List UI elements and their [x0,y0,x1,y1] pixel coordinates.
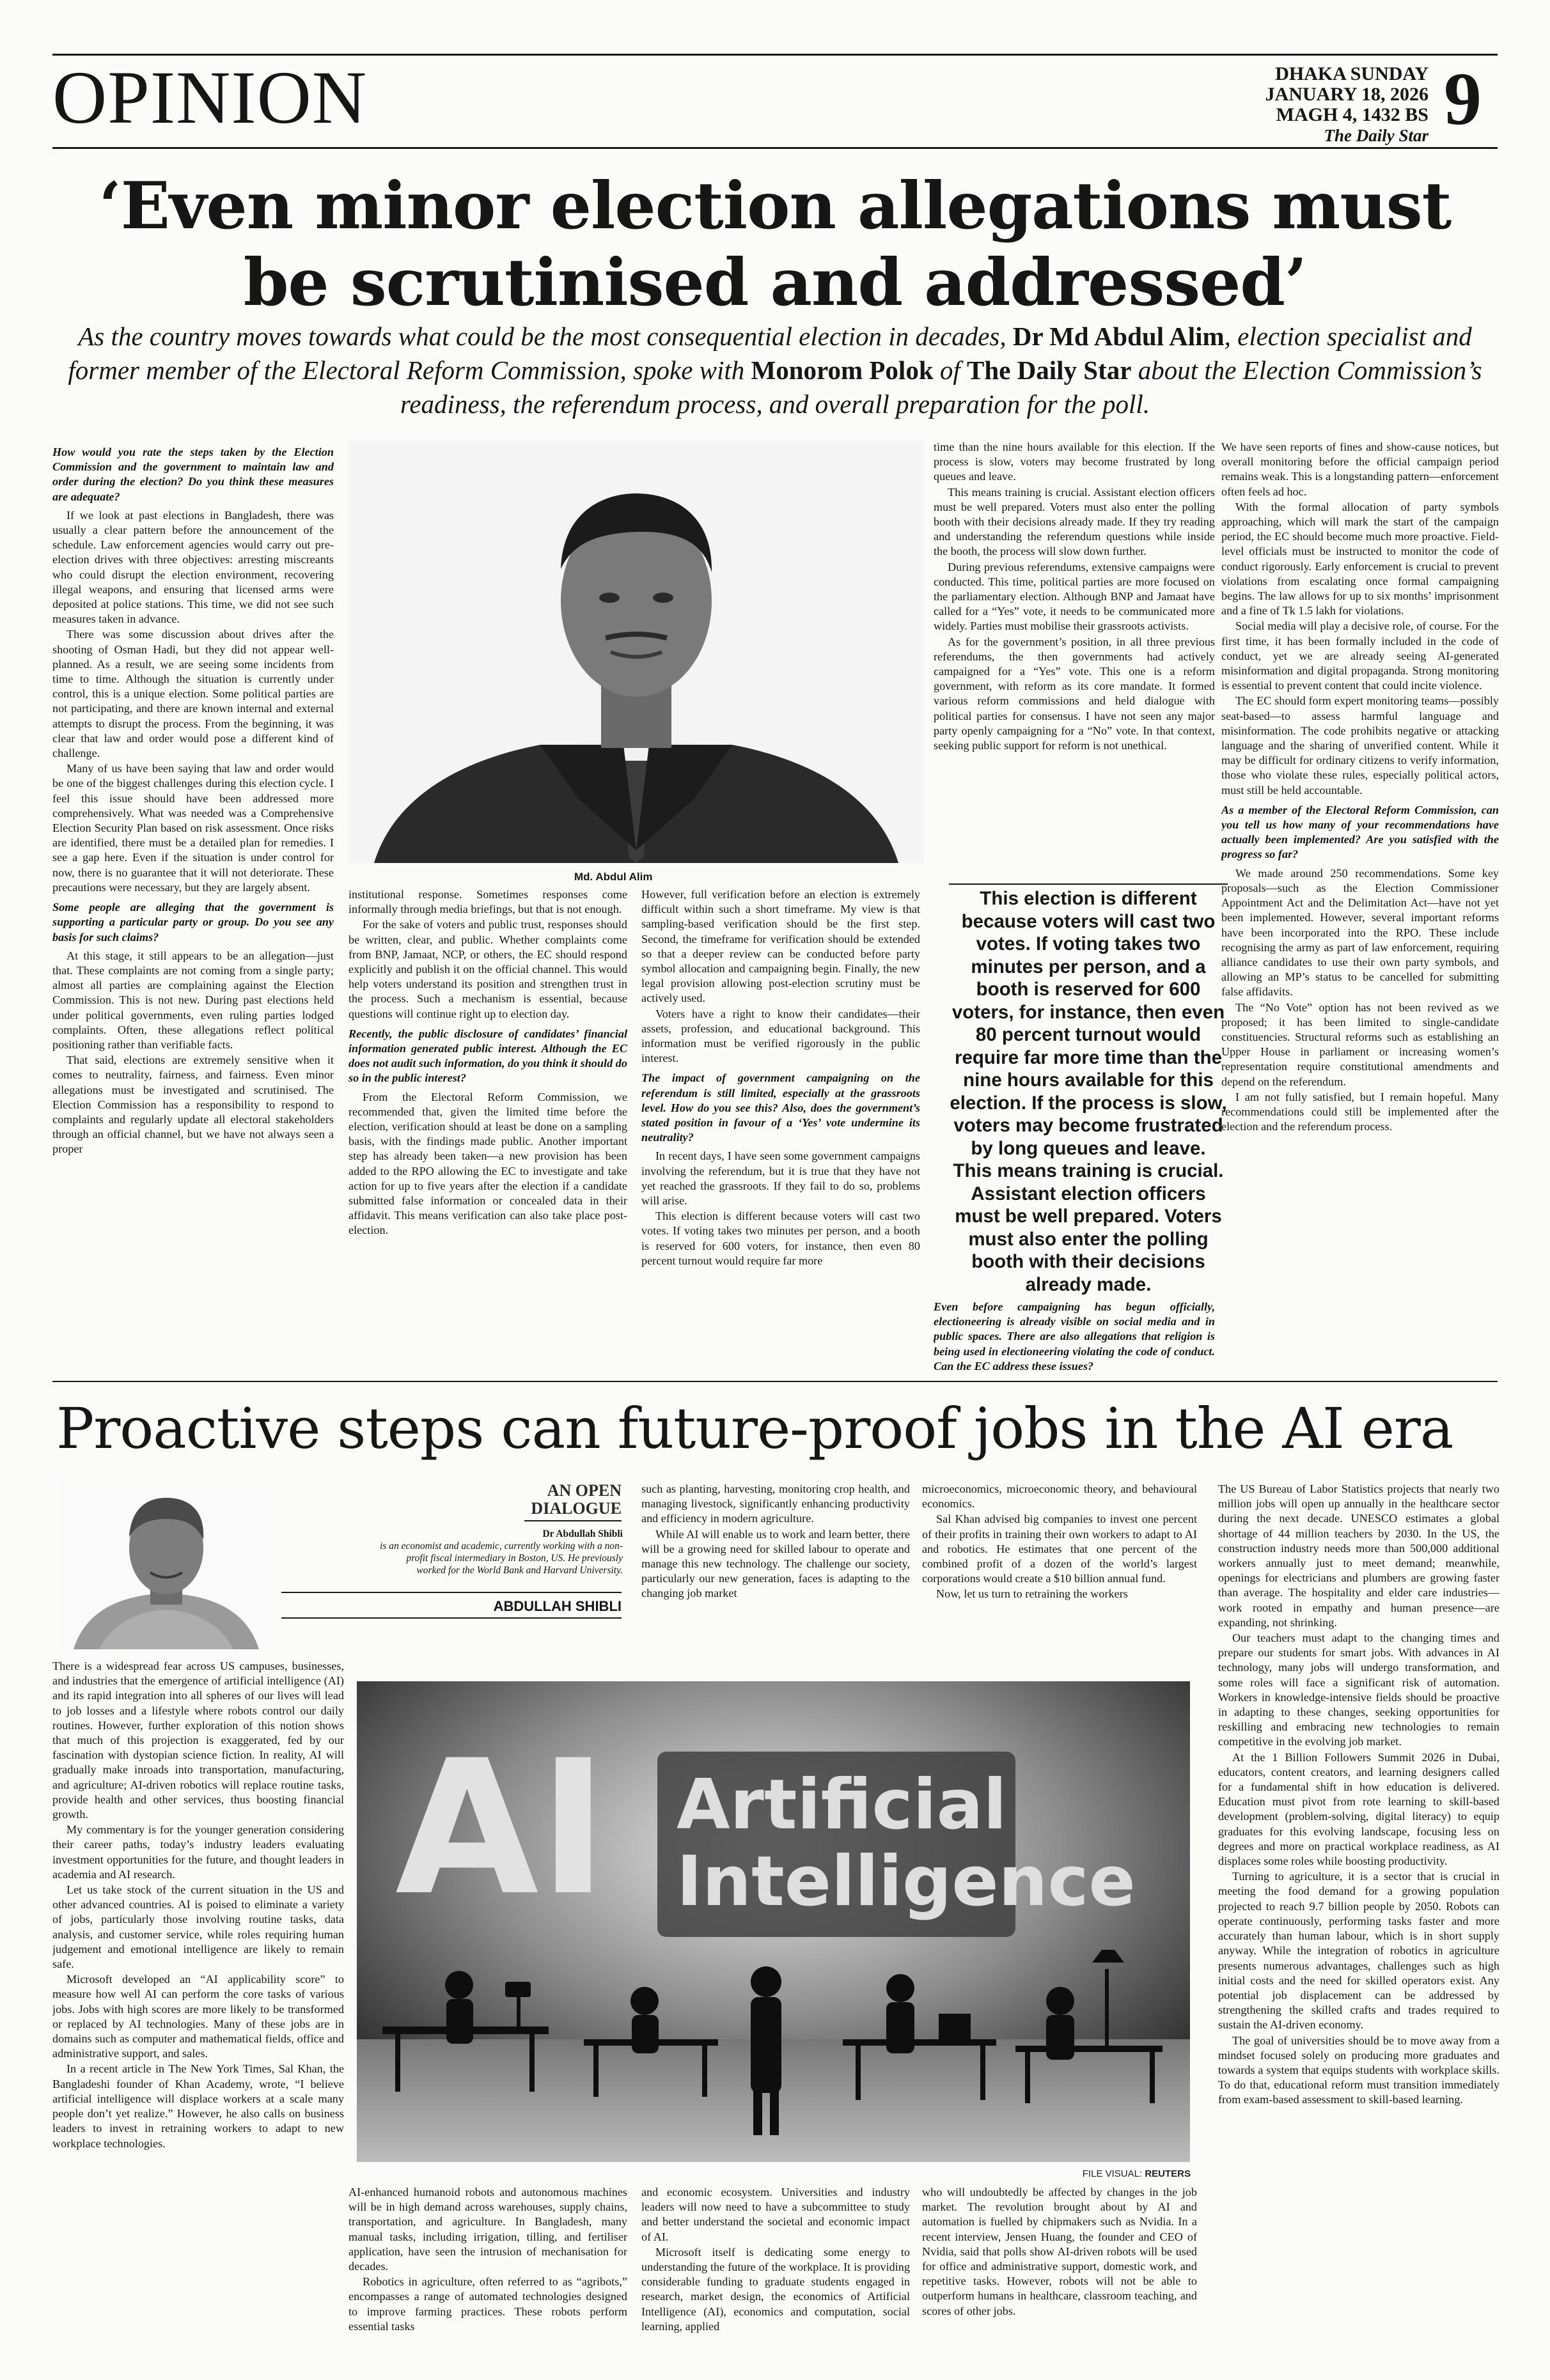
paragraph: There was some discussion about drives after the shooting of Osman Hadi, but they did not appear well-planned. As a result, we are seeing some incidents from time to time. Although the situation is currently under control, this is a unique election. Some political parties are not participating, and there are known internal and external attempts to disrupt the process. From the beginning, it was clear that law and order would pose a different kind of challenge. [52,628,334,760]
credit-source: REUTERS [1145,2168,1191,2179]
interviewee-photo [348,441,924,863]
paragraph: The US Bureau of Labor Statistics projects that nearly two million jobs will open up annually in the healthcare sector during the next decade. UNESCO estimates a global shortage of 44 million teachers by 2030. In the US, the construction industry needs more than 500,000 additional workers annually just to meet demand; meanwhile, openings for electricians and plumbers are growing faster than average. The hospitality and elder care industries—work rooted in empathy and human presence—are expanding, not shrinking. [1218,1482,1499,1629]
interview-headline: ‘Even minor election allegations must be scrutinised and addressed’ [98,167,1452,320]
paragraph: During previous referendums, extensive campaigns were conducted. This time, political parties are more focused on the parliamentary election. Although BNP and Jamaat have called for a “Yes” vote, it needs to be communicated more widely. Parties must mobilise their grassroots activists. [934,560,1215,633]
paragraph: Microsoft itself is dedicating some energy to understanding the future of the workplace. It is providing considerable funding to graduate students engaged in research, market design, the economics of Artificial Intelligence (AI), economics and computation, social learning, applied [641,2245,910,2333]
portrait-illustration [348,441,924,863]
question: How would you rate the steps taken by the Election Commission and the government to maintain law and order during the election? Do you think these measures are adequate? [52,446,334,503]
byline: ABDULLAH SHIBLI [493,1598,622,1614]
column-col-1 [52,1659,344,2375]
standfirst-paper: The Daily Star [967,355,1132,385]
paragraph: Now, let us turn to retraining the workers [936,1587,1128,1601]
paragraph: The “No Vote” option has not been revived as we proposed; it has been limited to single-candidate constituencies. Structural reforms such as establishing an Upper House in parliament or increasing women’s representation require constitutional amendments and depend on the referendum. [1221,1000,1499,1088]
paragraph: Turning to agriculture, it is a sector that is crucial in meeting the food demand for a growing population projected to reach 9.7 billion people by 2050. Robots can operate continuously, performing tasks faster and more accurately than human labour, which is in short supply anyway. While the integration of robotics in agriculture presents numerous advantages, challenges such as high initial costs and the need for skilled operators exist. Any potential job displacement can be addressed by strengthening the skilled crafts and trades required to sustain the AI-driven economy. [1218,1870,1499,2032]
column-col-2-bottom [348,2185,627,2377]
ai-word-artificial: Artificial [677,1765,1007,1845]
paragraph: While AI will enable us to work and learn better, there will be a growing need for skilled labour to operate and manage this new technology. The challenge our society, particularly our new generation, faces is adapting to the changing job market [641,1527,910,1600]
paragraph: Microsoft developed an “AI applicability score” to measure how well AI can perform the core tasks of various jobs. Jobs with high scores are more likely to be transformed or replaced by AI technologies. Many of these jobs are in domains such as computer and mathematical fields, office and administrative support, and sales. [52,1973,344,2060]
interview-column-4-question [934,1295,1215,1374]
paragraph: Sal Khan advised big companies to invest one percent of their profits in training their own workers to adapt to AI and robotics. He estimates that one percent of the combined profit of a dozen of the world’s largest corporations would create a $10 billion annual fund. [922,1513,1197,1585]
interview-column-3 [641,887,920,1373]
interview-column-2 [348,887,627,1373]
paragraph: At the 1 Billion Followers Summit 2026 in Dubai, educators, content creators, and learning designers called for a fundamental shift in how education is delivered. Education must pivot from rote learning to skill-based development (problem-solving, digital literacy) to equip graduates for this evolving landscape, focusing less on degrees and more on practical workplace readiness, as AI displaces some roles while boosting productivity. [1218,1750,1499,1868]
pullquote-rule-top [949,883,1228,885]
column-col-3-top [641,1482,910,1674]
dateline: DHAKA SUNDAY JANUARY 18, 2026 [1265,63,1429,105]
author-bio [377,1528,623,1576]
byline-rule-top [281,1592,622,1593]
paragraph: This election is different because voters will cast two votes. If voting takes two minutes per person, and a booth is reserved for 600 voters, for instance, then even 80 percent turnout would require far more [641,1209,920,1267]
interview-standfirst [51,320,1499,421]
bangla-date: MAGH 4, 1432 BS [1276,104,1429,125]
paragraph: There is a widespread fear across US campuses, businesses, and industries that the emergence of artificial intelligence (AI) and its rapid integration into all spheres of our lives will lead to job losses and a lifestyle where robots control our daily routines. However, further exploration of this notion shows that much of this projection is exaggerated, fed by our fascination with dystopian science fiction. In reality, AI will gradually make inroads into transportation, manufacturing, and agriculture; AI-driven robotics will replace routine tasks, provide health and other services, thus boosting financial growth. [52,1660,344,1821]
question: Recently, the public disclosure of candidates’ financial information generated public interest. Although the EC does not audit such information, do you think it should do so in the public interest? [348,1027,627,1085]
column-col-3-bottom [641,2185,910,2377]
ai-visual [357,1681,1190,2162]
author-bio-name: Dr Abdullah Shibli [542,1528,623,1539]
interview-column-4 [934,440,1215,875]
paragraph: Let us take stock of the current situation in the US and other advanced countries. AI is poised to eliminate a variety of jobs, particularly those involving routine tasks, data analysis, and customer service, while roles requiring human judgement and emotional intelligence are likely to remain safe. [52,1883,344,1971]
question: As a member of the Electoral Reform Commission, can you tell us how many of your recommendations have actually been implemented? Are you satisfied with the progress so far? [1221,803,1499,861]
paragraph: At this stage, it still appears to be an allegation—just that. These complaints are not coming from a single party; almost all parties are complaining against the Election Commission. This is not new. During past elections held under political governments, even ruling parties lodged complaints. Often, these allegations reflect political positioning rather than verifiable facts. [52,949,334,1051]
kicker-rule [524,1520,622,1521]
paragraph: and economic ecosystem. Universities and industry leaders will now need to have a subcommittee to study and better understand the societal and economic impact of AI. [641,2186,910,2243]
kicker-line-2: DIALOGUE [531,1499,622,1518]
standfirst-text: about the Election Commission’s readiness, the referendum process, and overall preparation for the poll. [400,355,1482,419]
paragraph: Our teachers must adapt to the changing times and prepare our students for smart jobs. With advances in AI technology, many jobs will undergo transformation, and some roles will face a significant risk of automation. Workers in knowledge-intensive fields should be proactive in adapting to these changes, seeking opportunities for reskilling and embracing new technologies to remain competitive in the evolving job market. [1218,1631,1499,1748]
paragraph: who will undoubtedly be affected by changes in the job market. The revolution brought about by AI and automation is fuelled by chipmakers such as Nvidia. In a recent interview, Jensen Huang, the founder and CEO of Nvidia, said that polls show AI-driven robots will be used for office and administrative support, domestic work, and repetitive tasks. However, robots will not be able to outperform humans in healthcare, classroom teaching, and scores of other jobs. [922,2186,1197,2317]
column-col-4-top [922,1482,1197,1674]
standfirst-text: , election specialist and former member of the Electoral Reform Commission, spoke with [68,322,1472,385]
question: The impact of government campaigning on the referendum is still limited, especially at the grassroots level. How do you see this? Also, does the government’s stated position in favour of a ‘Yes’ vote undermine its neutrality? [641,1071,920,1144]
image-credit [1010,2168,1191,2179]
author-bio-text: is an economist and academic, currently working with a non-profit fiscal intermediary in Boston, US. He previously worked for the World Bank and Harvard University. [380,1541,623,1576]
section-title: OPINION [52,56,368,139]
interview-column-5 [1221,440,1499,1373]
paragraph: time than the nine hours available for this election. If the process is slow, voters may become frustrated by long queues and leave. [934,440,1215,483]
section-divider [52,1381,1498,1382]
credit-label: FILE VISUAL: [1082,2168,1143,2179]
standfirst-text: of [933,355,967,385]
standfirst-interviewee: Dr Md Abdul Alim [1012,322,1225,351]
paragraph: We have seen reports of fines and show-cause notices, but overall monitoring before the official campaign period remains weak. This is a longstanding pattern—enforcement often feels ad hoc. [1221,440,1499,498]
standfirst-text: As the country moves towards what could be the most consequential election in decades, [78,322,1013,351]
paragraph: If we look at past elections in Bangladesh, there was usually a clear pattern before the announcement of the schedule. Law enforcement agencies would carry out pre-election drives with three objectives: arresting miscreants who could disrupt the election environment, recovering illegal weapons, and ensuring that licensed arms were deposited at police stations. This time, we did not see such measures taken in advance. [52,508,334,626]
masthead-rule [52,147,1498,149]
page-number: 9 [1444,57,1482,141]
paragraph: Many of us have been saying that law and order would be one of the biggest challenges during this election cycle. I feel this issue should have been addressed more comprehensively. What was needed was a Comprehensive Election Security Plan based on risk assessment. Once risks are identified, there must be a detailed plan for remedies. I see a gap here. Even if the situation is under control for now, there is no guarantee that it will not deteriorate. These precautions were necessary, but they are largely absent. [52,762,334,894]
paragraph: Robotics in agriculture, often referred to as “agribots,” encompasses a range of automated technologies designed to improve farming practices. These robots perform essential tasks [348,2275,627,2333]
paragraph: This means training is crucial. Assistant election officers must be well prepared. Voters must also enter the polling booth with their decisions already made. If they try reading and understanding the referendum questions while inside the booth, the process will slow down further. [934,485,1215,558]
paragraph: However, full verification before an election is extremely difficult within such a short timeframe. My view is that sampling-based verification should be the first step. Second, the timeframe for verification should be extended so that a deeper review can be conducted before party symbol allocation and campaigning begin. Finally, the new legal provision allowing post-election scrutiny must be actively used. [641,888,920,1005]
paragraph: I am not fully satisfied, but I remain hopeful. Many recommendations could still be implemented after the election and the referendum process. [1221,1090,1499,1133]
paragraph: institutional response. Sometimes responses come informally through media briefings, but that is not enough. [348,888,627,916]
pull-quote: This election is different because voters will cast two votes. If voting takes two minutes per person, and a booth is reserved for 600 voters, for instance, then even 80 percent turnout would require far more time than the nine hours available for this election. If the process is slow, voters may become frustrated by long queues and leave. This means training is crucial. Assistant election officers must be well prepared. Voters must also enter the polling booth with their decisions already made. [950,888,1227,1295]
standfirst-interviewer: Monorom Polok [751,355,934,385]
paragraph: AI-enhanced humanoid robots and autonomous machines will be in high demand across warehouses, supply chains, transportation, and agriculture. In Bangladesh, many manual tasks, including irrigation, tilling, and fertiliser application, have seen the intrusion of mechanisation for decades. [348,2186,627,2273]
column-headline: Proactive steps can future-proof jobs in the AI era [56,1396,1453,1461]
column-col-5 [1218,1482,1499,2377]
author-portrait [61,1477,272,1649]
kicker-line-1: AN OPEN [547,1481,622,1500]
paragraph: Voters have a right to know their candidates—their assets, profession, and educational background. This information must be verified rigorously in the public interest. [641,1007,920,1065]
byline-rule-bottom [281,1617,622,1619]
paragraph: such as planting, harvesting, monitoring crop health, and managing livestock, significantly enhancing productivity and efficiency in modern agriculture. [641,1482,910,1525]
question: Some people are alleging that the government is supporting a particular party or group. Do you see any basis for such claims? [52,901,334,944]
page-meta [1198,64,1429,146]
author-photo [61,1477,272,1649]
paragraph: In a recent article in The New York Times, Sal Khan, the Bangladeshi founder of Khan Academy, wrote, “I believe artificial intelligence will displace workers at a scale many people don’t yet realize.” However, he also calls on business leaders to invest in retraining workers to adapt to new workplace technologies. [52,2062,344,2150]
ai-illustration [357,1681,1190,2162]
paragraph: The EC should form expert monitoring teams—possibly seat-based—to assess harmful language and misinformation. The code prohibits negative or attacking language and the sharing of unverified content. While it may be difficult for ordinary citizens to verify information, those who violate these rules, especially political actors, must still be held accountable. [1221,694,1499,797]
interview-column-1 [52,440,334,1373]
column-kicker [441,1482,622,1518]
paragraph: As for the government’s position, in all three previous referendums, the then governments had actively campaigned for a “Yes” vote. This one is a reform government, with reform as its core mandate. It formed various reform commissions and held dialogue with political parties for consensus. I have not seen any major party openly campaigning for a “No” vote. In that context, seeking public support for reform is not unethical. [934,635,1215,752]
question: Even before campaigning has begun officially, electioneering is already visible on social media and in public spaces. There are also allegations that religion is being used in electioneering violating the code of conduct. Can the EC address these issues? [934,1300,1215,1373]
paper-name: The Daily Star [1324,126,1429,145]
paragraph: In recent days, I have seen some government campaigns involving the referendum, but it is true that they have not yet reached the grassroots. If they fail to do so, problems will arise. [641,1149,920,1208]
paragraph: microeconomics, microeconomic theory, and behavioural economics. [922,1482,1197,1511]
paragraph: My commentary is for the younger generation considering their career paths, today’s industry leaders evaluating investment opportunities for the future, and thought leaders in academia and AI research. [52,1823,344,1881]
ai-big-letters: AI [395,1721,608,1936]
paragraph: With the formal allocation of party symbols approaching, which will mark the start of the campaign period, the EC should become much more proactive. Field-level officials must be instructed to monitor the code of conduct rigorously. Early enforcement is crucial to prevent violations from escalating once formal campaigning begins. The law allows for up to six months’ imprisonment and a fine of Tk 1.5 lakh for violations. [1221,500,1499,618]
paragraph: From the Electoral Reform Commission, we recommended that, given the limited time before the election, verification should at least be done on a sampling basis, with the findings made public. Another important step has already been taken—a new provision has been added to the RPO allowing the EC to investigate and take action for up to five years after the election if a candidate submitted false information or concealed data in their affidavit. This means verification can also take place post-election. [348,1090,627,1237]
photo-caption: Md. Abdul Alim [574,871,653,883]
paragraph: Social media will play a decisive role, of course. For the first time, it has been formally included in the code of conduct, yet we are already seeing AI-generated misinformation and digital propaganda. Strong monitoring is essential to prevent content that could incite violence. [1221,619,1499,692]
paragraph: That said, elections are extremely sensitive when it comes to neutrality, fairness, and fairness. Even minor allegations must be investigated and scrutinised. The Election Commission has a responsibility to respond to complaints and regularly update all electoral stakeholders through an official channel, but we have not always seen a proper [52,1054,334,1156]
paragraph: The goal of universities should be to move away from a mindset focused solely on producing more graduates and towards a system that equips students with workplace skills. To do that, educational reform must transition immediately from exam-based assessment to skill-based learning. [1218,2034,1499,2106]
paragraph: For the sake of voters and public trust, responses should be written, clear, and public. Whether complaints come from BNP, Jamaat, NCP, or others, the EC should respond explicitly and publish it on the official channel. This would help voters understand its position and strengthen trust in the process. Such a mechanism is essential, because questions will continue right up to election day. [348,918,627,1020]
column-col-4-bottom [922,2185,1197,2377]
paragraph: We made around 250 recommendations. Some key proposals—such as the Election Commissioner Appointment Act and the Delimitation Act—have not yet been implemented. However, several important reforms have been incorporated into the RPO. These include recognising the army as part of law enforcement, requiring alliance candidates to use their own party symbols, and allowing an MP’s status to be cancelled for submitting false affidavits. [1221,866,1499,999]
ai-word-intelligence: Intelligence [677,1842,1136,1922]
